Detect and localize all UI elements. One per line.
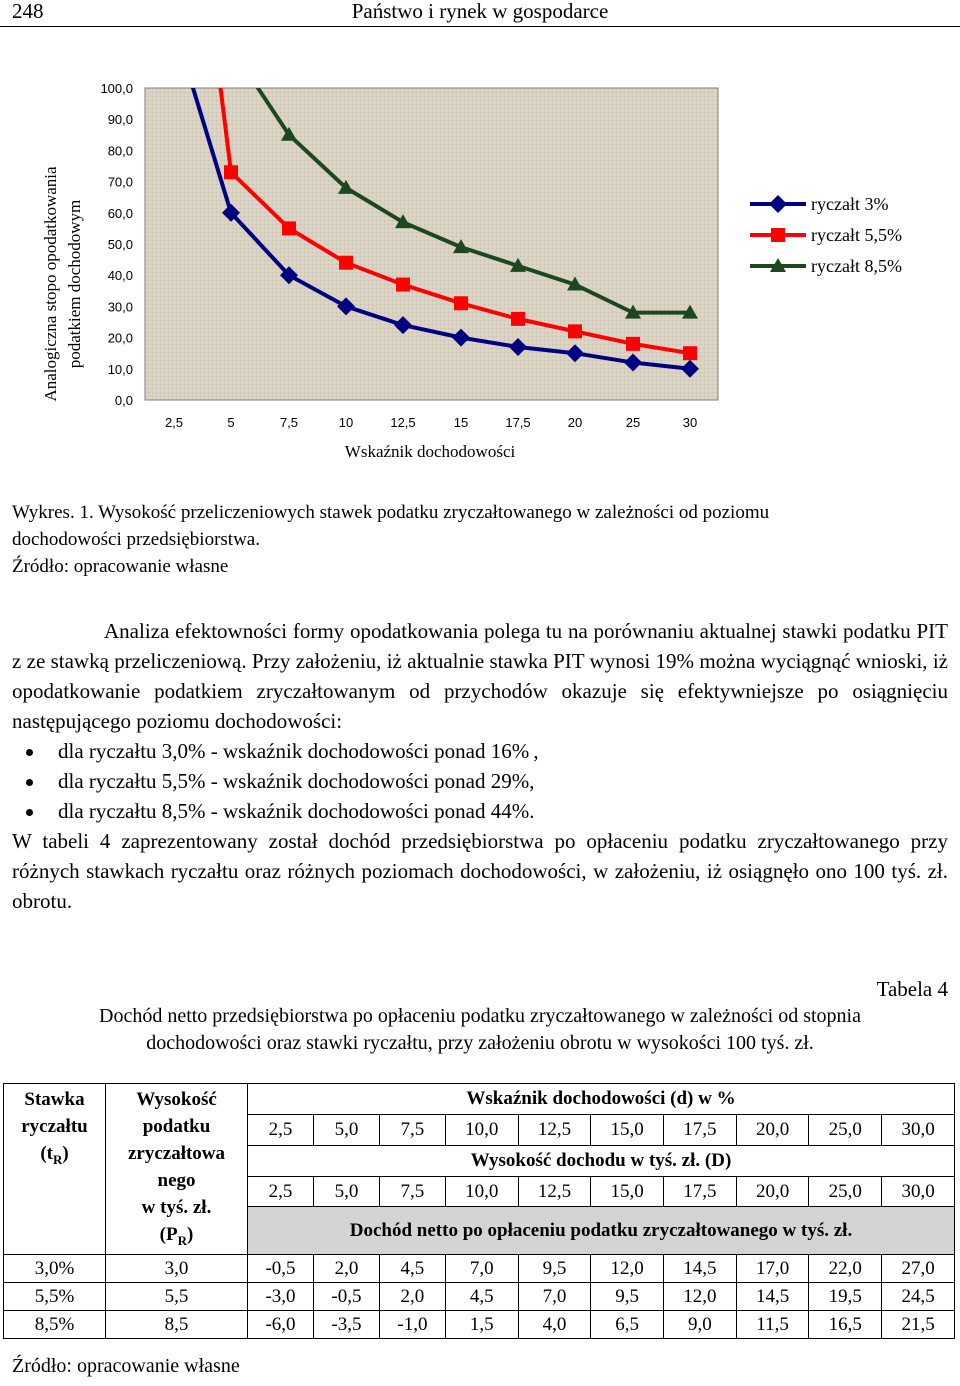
stawka-cell: 3,0%	[4, 1254, 106, 1282]
table-cell: 25,0	[809, 1176, 882, 1207]
page-number: 248	[12, 0, 44, 23]
legend-label: ryczałt 5,5%	[811, 225, 902, 245]
stawka-cell: 8,5%	[4, 1310, 106, 1338]
table-cell: 12,0	[591, 1254, 664, 1282]
table-cell: 24,5	[882, 1282, 955, 1310]
data-point	[454, 296, 468, 310]
bullet-icon	[26, 779, 33, 786]
legend-label: ryczałt 3%	[811, 194, 889, 214]
table-cell: -6,0	[248, 1310, 314, 1338]
table-cell: 9,0	[664, 1310, 737, 1338]
wskaznik-header: Wskaźnik dochodowości (d) w %	[248, 1084, 955, 1115]
table-row	[4, 1282, 955, 1310]
table-cell: -0,5	[313, 1282, 379, 1310]
table-cell: -3,5	[313, 1310, 379, 1338]
table-label: Tabela 4	[876, 977, 948, 1001]
table-cell: 11,5	[736, 1310, 809, 1338]
y-tick-label: 100,0	[100, 81, 133, 96]
x-tick-label: 2,5	[164, 415, 184, 430]
table-cell: -3,0	[248, 1282, 314, 1310]
table-cell: 17,5	[664, 1114, 737, 1145]
y-tick-label: 40,0	[107, 268, 133, 284]
body-section	[12, 616, 948, 916]
y-tick-label: 0,0	[114, 393, 133, 408]
table-cell: 17,0	[736, 1254, 809, 1282]
legend-label: ryczałt 8,5%	[811, 256, 902, 276]
podatek-header: Wysokość podatku zryczałtowa nego w tyś. zł. $(P_R)$	[106, 1084, 248, 1255]
y-axis-title-line: Analogiczna stopo opodatkowania	[41, 166, 60, 402]
figure-caption-line2: dochodowości przedsiębiorstwa.	[12, 529, 260, 550]
podatek-cell: 8,5	[106, 1310, 248, 1338]
table-cell: 12,0	[664, 1282, 737, 1310]
data-point	[339, 256, 353, 270]
x-tick-label: 7,5	[279, 415, 299, 430]
paragraph-2: W tabeli 4 zaprezentowany został dochód przedsiębiorstwa po opłaceniu podatku zryczałtowanego przy różnych stawkach ryczałtu oraz różnych poziomach dochodowości, w założeniu, iż osiągnęło ono 100 tyś. zł. obrotu.	[12, 829, 948, 913]
data-point	[396, 278, 410, 292]
stawka-cell: 5,5%	[4, 1282, 106, 1310]
table-cell: 9,5	[518, 1254, 591, 1282]
x-tick-label: 17,5	[505, 415, 531, 430]
table-cell: 15,0	[591, 1114, 664, 1145]
table-cell: 25,0	[809, 1114, 882, 1145]
table-cell: 2,5	[248, 1176, 314, 1207]
data-point	[282, 221, 296, 235]
x-tick-label: 30	[682, 415, 698, 430]
table-cell: 4,5	[445, 1282, 518, 1310]
stawka-header: Stawka ryczałtu $(t_R)$	[4, 1084, 106, 1255]
table-cell: 2,0	[313, 1254, 379, 1282]
y-axis-title-line: podatkiem dochodowym	[65, 199, 84, 369]
data-point	[568, 324, 582, 338]
y-tick-label: 90,0	[107, 112, 133, 128]
table-cell: 19,5	[809, 1282, 882, 1310]
table-cell: 9,5	[591, 1282, 664, 1310]
table-source: Źródło: opracowanie własne	[12, 1355, 240, 1377]
table-row	[4, 1254, 955, 1282]
bullet-icon	[26, 809, 33, 816]
table-cell: 6,5	[591, 1310, 664, 1338]
data-point	[626, 337, 640, 351]
x-axis-title: Wskaźnik dochodowości	[344, 442, 516, 461]
table-cell: 16,5	[809, 1310, 882, 1338]
table-cell: 30,0	[882, 1176, 955, 1207]
bullet-icon	[26, 749, 33, 756]
list-item: dla ryczałtu 8,5% - wskaźnik dochodowości ponad 44%.	[12, 796, 948, 826]
y-tick-label: 10,0	[107, 361, 133, 377]
legend-marker	[769, 195, 787, 213]
table-cell: 21,5	[882, 1310, 955, 1338]
table-cell: 7,0	[518, 1282, 591, 1310]
x-tick-label: 5	[227, 415, 235, 430]
table-cell: 14,5	[664, 1254, 737, 1282]
table-cell: -1,0	[379, 1310, 445, 1338]
table-cell: 4,0	[518, 1310, 591, 1338]
table-row	[4, 1310, 955, 1338]
plot-area	[145, 88, 718, 400]
dochod-header: Wysokość dochodu w tyś. zł. (D)	[248, 1145, 955, 1176]
data-table	[3, 1083, 955, 1339]
list-item: dla ryczałtu 5,5% - wskaźnik dochodowości ponad 29%,	[12, 766, 948, 796]
line-chart	[0, 60, 960, 465]
table-cell: 7,5	[379, 1176, 445, 1207]
table-cell: 12,5	[518, 1176, 591, 1207]
y-axis	[100, 81, 133, 408]
table-cell: 4,5	[379, 1254, 445, 1282]
table-cell: 12,5	[518, 1114, 591, 1145]
table-cell: -0,5	[248, 1254, 314, 1282]
data-point	[683, 346, 697, 360]
table-cell: 5,0	[313, 1114, 379, 1145]
table-cell: 17,5	[664, 1176, 737, 1207]
y-tick-label: 20,0	[107, 330, 133, 346]
table-cell: 20,0	[736, 1176, 809, 1207]
figure-caption-line1: Wykres. 1. Wysokość przeliczeniowych stawek podatku zryczałtowanego w zależności od poziomu	[12, 502, 770, 523]
table-cell: 1,5	[445, 1310, 518, 1338]
x-tick-label: 15	[453, 415, 469, 430]
table-cell: 7,5	[379, 1114, 445, 1145]
y-tick-label: 70,0	[107, 174, 133, 190]
y-tick-label: 80,0	[107, 143, 133, 159]
table-cell: 2,5	[248, 1114, 314, 1145]
y-axis-title	[41, 166, 84, 402]
figure-source: Źródło: opracowanie własne	[12, 556, 229, 577]
table-cell: 20,0	[736, 1114, 809, 1145]
x-axis	[165, 415, 697, 430]
table-cell: 27,0	[882, 1254, 955, 1282]
table-cell: 10,0	[445, 1176, 518, 1207]
table-cell: 5,0	[313, 1176, 379, 1207]
data-point	[511, 312, 525, 326]
table-cell: 22,0	[809, 1254, 882, 1282]
table-cell: 7,0	[445, 1254, 518, 1282]
data-point	[224, 165, 238, 179]
table-cell: 14,5	[736, 1282, 809, 1310]
y-tick-label: 60,0	[107, 205, 133, 221]
x-tick-label: 20	[567, 415, 583, 430]
chart-legend	[750, 194, 902, 276]
x-tick-label: 12,5	[390, 415, 416, 430]
table-cell: 30,0	[882, 1114, 955, 1145]
table-title: Dochód netto przedsiębiorstwa po opłaceniu podatku zryczałtowanego w zależności od stopnia dochodowości oraz stawki ryczałtu, przy założeniu obrotu w wysokości 100 tyś. zł.	[99, 1005, 861, 1054]
table-cell: 15,0	[591, 1176, 664, 1207]
y-tick-label: 30,0	[107, 299, 133, 315]
legend-marker	[771, 228, 785, 242]
podatek-cell: 5,5	[106, 1282, 248, 1310]
podatek-cell: 3,0	[106, 1254, 248, 1282]
table-cell: 10,0	[445, 1114, 518, 1145]
netto-header: Dochód netto po opłaceniu podatku zryczałtowanego w tyś. zł.	[248, 1207, 955, 1254]
x-tick-label: 10	[338, 415, 354, 430]
x-tick-label: 25	[625, 415, 641, 430]
y-tick-label: 50,0	[107, 237, 133, 252]
bullet-list	[12, 736, 948, 826]
page-header	[0, 0, 960, 27]
paragraph-1: Analiza efektowności formy opodatkowania polega tu na porównaniu aktualnej stawki podatku PIT z ze stawką przeliczeniową. Przy założeniu, iż aktualnie stawka PIT wynosi 19% można wyciągnąć wnioski, iż opodatkowanie podatkiem zryczałtowanym od przychodów okazuje się efektywniejsze po osiągnięciu następującego poziomu dochodowości:	[12, 619, 948, 733]
running-title: Państwo i rynek w gospodarce	[351, 0, 609, 23]
table-cell: 2,0	[379, 1282, 445, 1310]
list-item: dla ryczałtu 3,0% - wskaźnik dochodowości ponad 16% ,	[12, 736, 948, 766]
